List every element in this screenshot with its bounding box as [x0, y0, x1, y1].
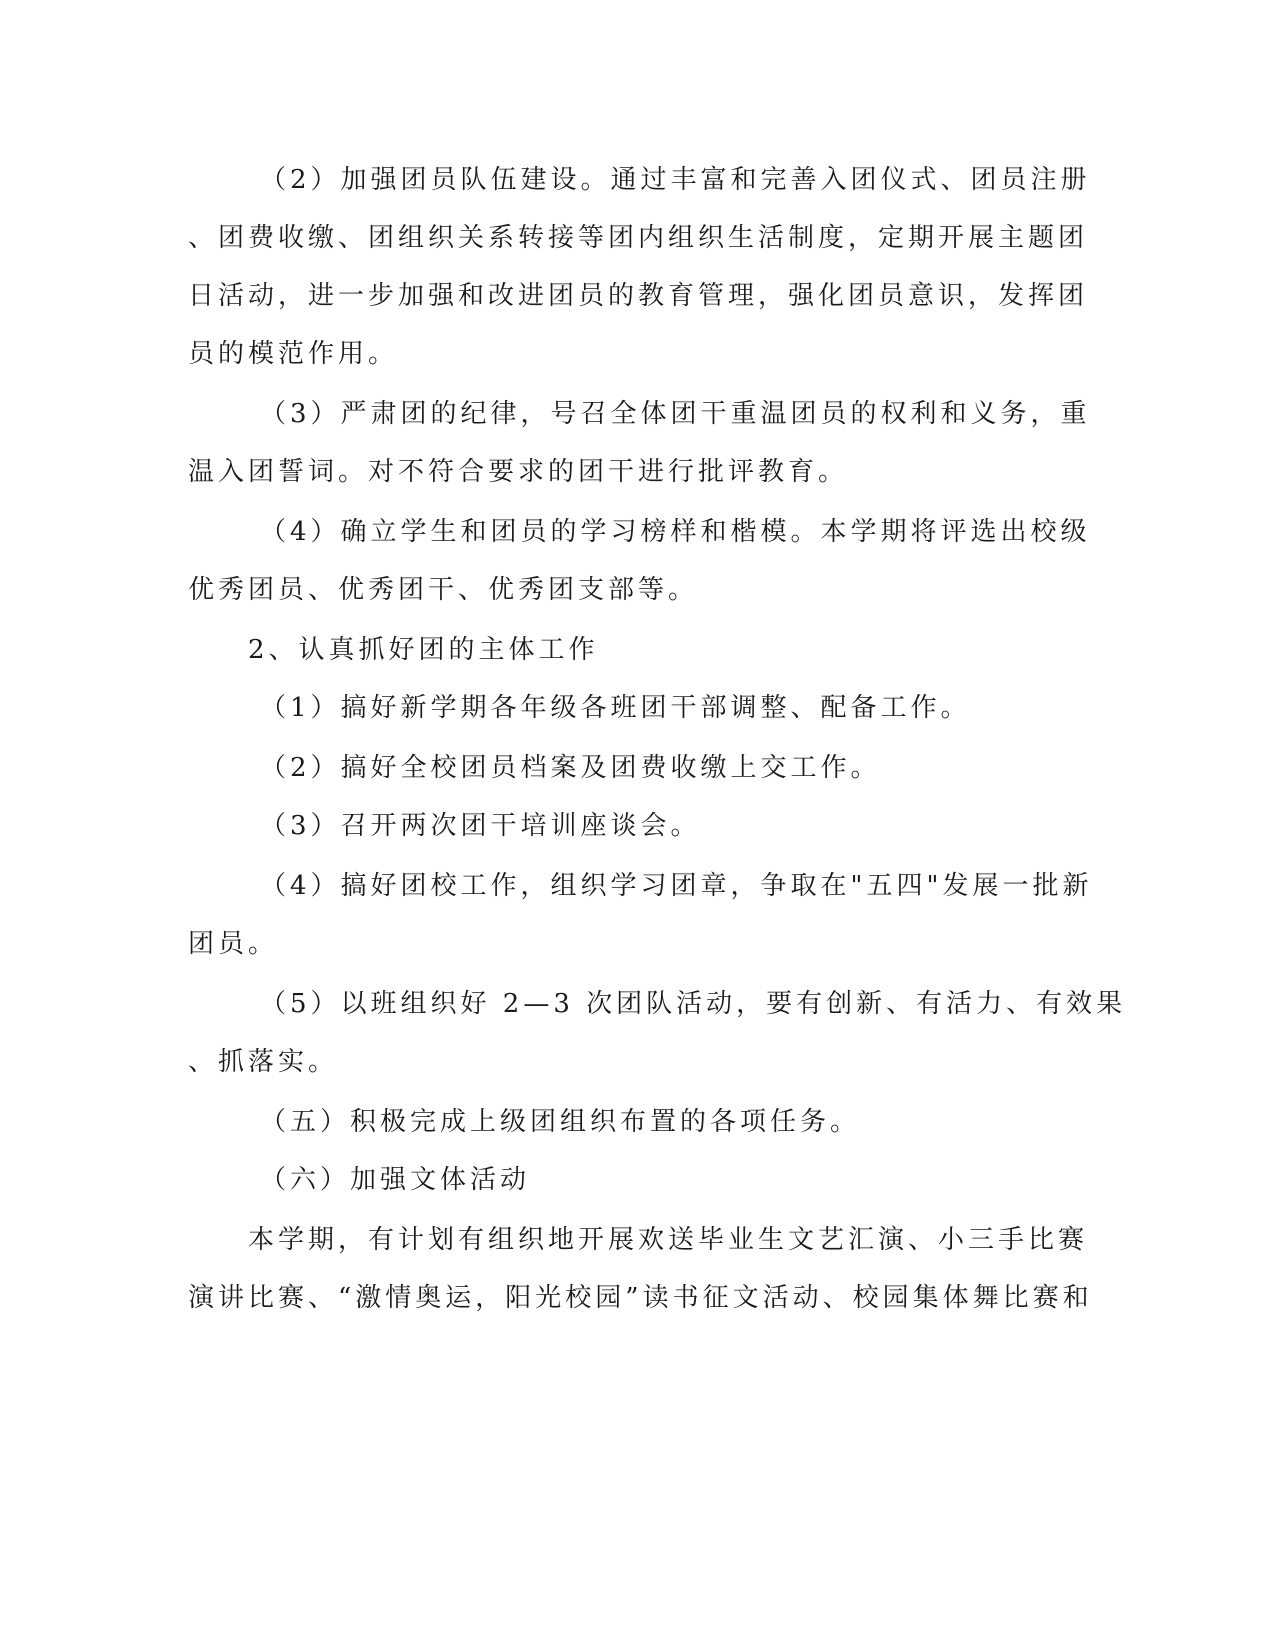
paragraph-line: 演讲比赛、“激情奥运，阳光校园”读书征文活动、校园集体舞比赛和: [188, 1283, 1093, 1313]
paragraph-line: 、团费收缴、团组织关系转接等团内组织生活制度，定期开展主题团: [188, 223, 1089, 253]
paragraph-line: （2）搞好全校团员档案及团费收缴上交工作。: [260, 753, 881, 783]
paragraph-line: 优秀团员、优秀团干、优秀团支部等。: [188, 575, 699, 605]
section-heading: 2、认真抓好团的主体工作: [248, 635, 599, 665]
paragraph-line: （3）严肃团的纪律，号召全体团干重温团员的权利和义务，重: [260, 399, 1091, 429]
section-heading: （六）加强文体活动: [260, 1165, 531, 1195]
paragraph-line: （5）以班组织好 2—3 次团队活动，要有创新、有活力、有效果: [260, 989, 1127, 1019]
paragraph-line: （2）加强团员队伍建设。通过丰富和完善入团仪式、团员注册: [260, 165, 1091, 195]
paragraph-line: 团员。: [188, 929, 279, 959]
paragraph-line: （1）搞好新学期各年级各班团干部调整、配备工作。: [260, 693, 971, 723]
section-heading: （五）积极完成上级团组织布置的各项任务。: [260, 1107, 861, 1137]
paragraph-line: 员的模范作用。: [188, 339, 399, 369]
paragraph-line: （4）确立学生和团员的学习榜样和楷模。本学期将评选出校级: [260, 517, 1091, 547]
paragraph-line: 温入团誓词。对不符合要求的团干进行批评教育。: [188, 457, 849, 487]
paragraph-line: 、抓落实。: [188, 1047, 339, 1077]
paragraph-line: （3）召开两次团干培训座谈会。: [260, 811, 701, 841]
paragraph-line: 本学期，有计划有组织地开展欢送毕业生文艺汇演、小三手比赛: [248, 1225, 1089, 1255]
paragraph-line: 日活动，进一步加强和改进团员的教育管理，强化团员意识，发挥团: [188, 281, 1089, 311]
paragraph-line: （4）搞好团校工作，组织学习团章，争取在"五四"发展一批新: [260, 871, 1093, 901]
